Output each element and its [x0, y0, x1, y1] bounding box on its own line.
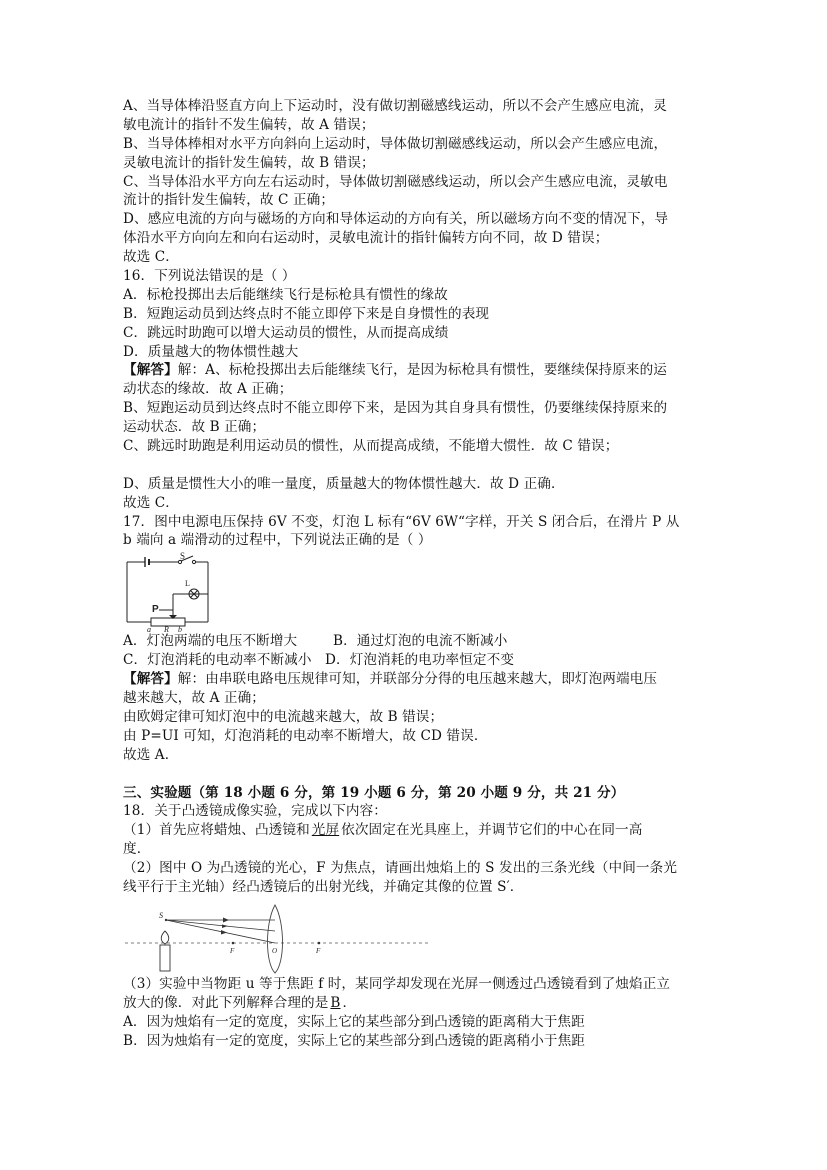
lens-diagram — [123, 903, 708, 975]
lamp-label: L — [185, 579, 190, 589]
q18-part3-answer: B — [330, 994, 341, 1011]
q17-analysis-line3: 由欧姆定律可知灯泡中的电流越来越大，故 B 错误； — [123, 708, 444, 725]
q18-part1-post: 依次固定在光具座上，并调节它们的中心在同一高 — [341, 822, 643, 839]
q16-stem: 16．下列说法错误的是（ ） — [123, 268, 296, 285]
q17-options-row2 — [123, 651, 708, 670]
q17-stem-line2: b 端向 a 端滑动的过程中，下列说法正确的是（ ） — [123, 532, 432, 549]
lens-diagram-svg — [123, 903, 433, 975]
q18-part2-line2: 线平行于主光轴）经凸透镜后的出射光线，并确定其像的位置 S′． — [123, 878, 524, 895]
q17-option-c: C．灯泡消耗的电动率不断减小 — [123, 652, 312, 669]
q18-part1-pre: （1）首先应将蜡烛、凸透镜和 — [123, 822, 310, 839]
focus-right-point — [318, 942, 321, 945]
circuit-diagram-svg — [123, 552, 223, 632]
q15-analysis-b-line2: 灵敏电流计的指针发生偏转，故 B 错误； — [123, 154, 375, 171]
q17-analysis-line1 — [123, 670, 708, 689]
q18-part1-line1 — [123, 821, 708, 840]
q18-stem: 18．关于凸透镜成像实验，完成以下内容： — [123, 803, 387, 820]
q15-analysis-d-line2: 体沿水平方向向左和向右运动时，灵敏电流计的指针偏转方向不同，故 D 错误； — [123, 230, 609, 247]
slider-label: P — [152, 604, 159, 616]
q18-part3-post: ． — [342, 994, 357, 1011]
section-heading: 三、实验题（第 18 小题 6 分，第 19 小题 6 分，第 20 小题 9 分，共 21 分） — [123, 784, 625, 801]
q18-part1-line2: 度． — [123, 841, 151, 858]
q18-part2-line1: （2）图中 O 为凸透镜的光心，F 为焦点，请画出烛焰上的 S 发出的三条光线（中间一条光 — [123, 860, 678, 877]
q17-stem-line1: 17．图中电源电压保持 6V 不变，灯泡 L 标有“6V 6W“字样，开关 S 闭合后，在滑片 P 从 — [123, 513, 680, 530]
q15-conclusion: 故选 C． — [123, 249, 180, 266]
q15-analysis-c-line2: 流计的指针发生偏转，故 C 正确； — [123, 192, 335, 209]
flame — [161, 931, 169, 944]
q18-part3-line1: （3）实验中当物距 u 等于焦距 f 时，某同学却发现在光屏一侧透过凸透镜看到了烛焰正立 — [123, 975, 671, 992]
source-label: S — [159, 910, 163, 920]
q15-analysis-a-line2: 敏电流计的指针不发生偏转，故 A 错误； — [123, 116, 375, 133]
q15-analysis-c-line1: C、当导体沿水平方向左右运动时，导体做切割磁感线运动，所以会产生感应电流，灵敏电 — [123, 173, 668, 190]
end-a-label: a — [147, 625, 151, 633]
q17-option-b: B．通过灯泡的电流不断减小 — [333, 633, 508, 650]
q17-option-d: D．灯泡消耗的电功率恒定不变 — [325, 652, 515, 669]
q18-option-b: B．因为烛焰有一定的宽度，实际上它的某些部分到凸透镜的距离稍小于焦距 — [123, 1032, 585, 1049]
q17-analysis-label: 【解答】 — [123, 671, 178, 688]
convex-lens — [268, 905, 283, 973]
candle — [160, 945, 170, 971]
q16-option-b: B．短跑运动员到达终点时不能立即停下来是自身惯性的表现 — [123, 305, 490, 322]
q18-part3-line2 — [123, 994, 708, 1013]
document-page — [123, 97, 708, 1050]
spacer — [123, 765, 708, 784]
q16-option-a: A．标枪投掷出去后能继续飞行是标枪具有惯性的缘故 — [123, 286, 448, 303]
q16-analysis-line1 — [123, 361, 708, 380]
q16-analysis-line7: 故选 C． — [123, 494, 180, 511]
q18-part3-pre: 放大的像．对此下列解释合理的是 — [123, 994, 329, 1011]
switch-label: S — [180, 552, 186, 562]
rheostat-label: R — [164, 625, 169, 633]
q17-analysis-line2: 越来越大，故 A 正确； — [123, 690, 266, 707]
q17-options-row1 — [123, 632, 708, 651]
q16-analysis-line5: C、跳远时助跑是利用运动员的惯性，从而提高成绩，不能增大惯性．故 C 错误； — [123, 438, 619, 455]
q18-part1-answer: 光屏 — [311, 822, 340, 839]
optical-center-label: O — [272, 946, 278, 955]
focus-left-label: F — [230, 946, 235, 955]
q18-option-a: A．因为烛焰有一定的宽度，实际上它的某些部分到凸透镜的距离稍大于焦距 — [123, 1013, 585, 1030]
focus-right-label: F — [316, 946, 321, 955]
focus-left-point — [232, 942, 235, 945]
q16-option-d: D．质量越大的物体惯性越大 — [123, 343, 299, 360]
q17-analysis-line4: 由 P=UI 可知，灯泡消耗的电动率不断增大，故 CD 错误． — [123, 727, 488, 744]
q15-analysis-d-line1: D、感应电流的方向与磁场的方向和导体运动的方向有关，所以磁场方向不变的情况下，导 — [123, 211, 669, 228]
q16-option-c: C．跳远时助跑可以增大运动员的惯性，从而提高成绩 — [123, 324, 449, 341]
end-b-label: b — [178, 625, 182, 633]
q16-analysis-line2: 动状态的缘故．故 A 正确； — [123, 381, 293, 398]
q17-option-a: A．灯泡两端的电压不断增大 — [123, 633, 298, 650]
q16-analysis-line4: 运动状态．故 B 正确； — [123, 419, 266, 436]
spacer — [123, 456, 708, 475]
q17-analysis-text: 解：由串联电路电压规律可知，并联部分分得的电压越来越大，即灯泡两端电压 — [177, 671, 658, 688]
q15-analysis-b-line1: B、当导体棒相对水平方向斜向上运动时，导体做切割磁感线运动，所以会产生感应电流， — [123, 135, 668, 152]
q17-analysis-line5: 故选 A． — [123, 746, 179, 763]
q16-analysis-text: 解：A、标枪投掷出去后能继续飞行，是因为标枪具有惯性，要继续保持原来的运 — [177, 362, 667, 379]
q16-analysis-label: 【解答】 — [123, 362, 178, 379]
q16-analysis-line3: B、短跑运动员到达终点时不能立即停下来，是因为其自身具有惯性，仍要继续保持原来的 — [123, 400, 668, 417]
q16-analysis-line6: D、质量是惯性大小的唯一量度，质量越大的物体惯性越大．故 D 正确． — [123, 475, 565, 492]
circuit-diagram — [123, 552, 708, 632]
q15-analysis-a-line1: A、当导体棒沿竖直方向上下运动时，没有做切割磁感线运动，所以不会产生感应电流，灵 — [123, 98, 667, 114]
